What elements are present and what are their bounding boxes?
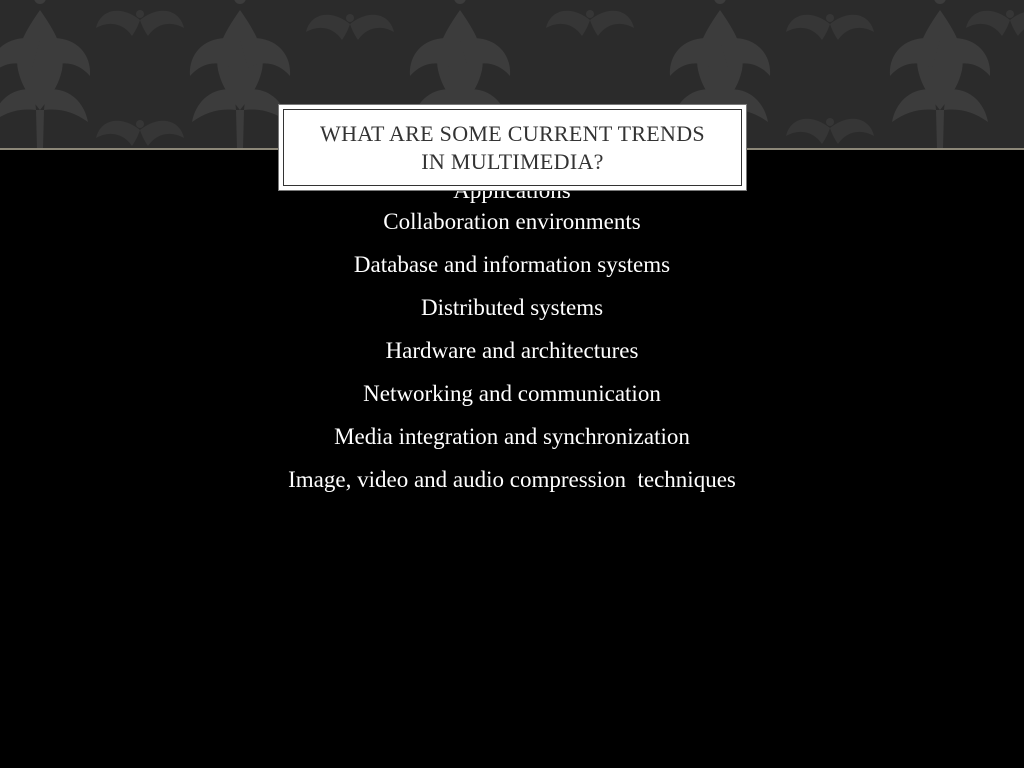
slide-title: WHAT ARE SOME CURRENT TRENDS IN MULTIMEDIA? [320, 120, 705, 174]
list-item: Media integration and synchronization [334, 424, 690, 449]
list-item: Distributed systems [420, 295, 604, 320]
list-item: Image, video and audio compression techniques [288, 467, 736, 492]
title-box-inner-border [283, 109, 742, 186]
list-item: Collaboration environments [383, 209, 641, 234]
list-item: Networking and communication [363, 381, 661, 406]
title-box [278, 104, 747, 191]
list-item: Database and information systems [353, 252, 671, 277]
trend-list [0, 200, 1024, 501]
list-item: Hardware and architectures [385, 338, 639, 363]
